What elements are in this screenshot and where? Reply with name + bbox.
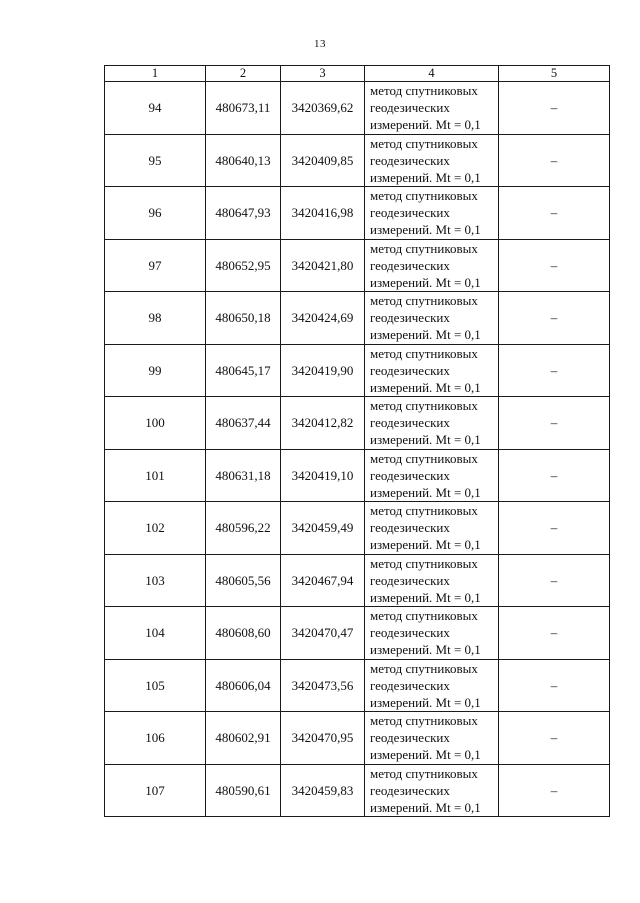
table-row: [105, 659, 610, 712]
point-number-cell: 103: [105, 554, 206, 607]
method-line: метод спутниковых: [370, 555, 478, 571]
point-number-cell: 96: [105, 187, 206, 240]
method-line: метод спутниковых: [370, 83, 478, 99]
method-line: геодезических: [370, 257, 450, 273]
column-5-cell: –: [499, 292, 610, 345]
y-coordinate-cell: 3420467,94: [281, 554, 365, 607]
method-line: геодезических: [370, 625, 450, 641]
point-number-cell: 104: [105, 607, 206, 660]
header-cell-4: 4: [365, 66, 499, 82]
table-row: [105, 187, 610, 240]
method-line: геодезических: [370, 415, 450, 431]
table-row: [105, 82, 610, 135]
method-line: измерений. Mt = 0,1: [370, 379, 481, 395]
column-5-cell: –: [499, 449, 610, 502]
method-line: измерений. Mt = 0,1: [370, 537, 481, 553]
method-line: измерений. Mt = 0,1: [370, 484, 481, 500]
header-cell-5: 5: [499, 66, 610, 82]
y-coordinate-cell: 3420473,56: [281, 659, 365, 712]
method-line: метод спутниковых: [370, 713, 478, 729]
method-cell: [365, 554, 499, 607]
x-coordinate-cell: 480645,17: [206, 344, 281, 397]
method-line: метод спутниковых: [370, 608, 478, 624]
method-line: измерений. Mt = 0,1: [370, 117, 481, 133]
method-line: измерений. Mt = 0,1: [370, 274, 481, 290]
table-body: [105, 66, 610, 817]
method-line: геодезических: [370, 572, 450, 588]
method-line: геодезических: [370, 782, 450, 798]
y-coordinate-cell: 3420470,47: [281, 607, 365, 660]
method-cell: [365, 607, 499, 660]
table-row: [105, 607, 610, 660]
method-cell: [365, 397, 499, 450]
method-line: геодезических: [370, 677, 450, 693]
table-row: [105, 502, 610, 555]
coordinates-table: [104, 65, 610, 817]
table-row: [105, 449, 610, 502]
y-coordinate-cell: 3420369,62: [281, 82, 365, 135]
method-line: метод спутниковых: [370, 660, 478, 676]
method-line: измерений. Mt = 0,1: [370, 327, 481, 343]
y-coordinate-cell: 3420459,49: [281, 502, 365, 555]
x-coordinate-cell: 480608,60: [206, 607, 281, 660]
table-row: [105, 134, 610, 187]
method-line: метод спутниковых: [370, 135, 478, 151]
column-5-cell: –: [499, 134, 610, 187]
point-number-cell: 95: [105, 134, 206, 187]
x-coordinate-cell: 480640,13: [206, 134, 281, 187]
column-5-cell: –: [499, 764, 610, 817]
y-coordinate-cell: 3420409,85: [281, 134, 365, 187]
method-line: метод спутниковых: [370, 398, 478, 414]
method-cell: [365, 502, 499, 555]
table-row: [105, 764, 610, 817]
column-5-cell: –: [499, 607, 610, 660]
page-number: 13: [314, 38, 326, 50]
method-cell: [365, 292, 499, 345]
method-line: измерений. Mt = 0,1: [370, 169, 481, 185]
point-number-cell: 106: [105, 712, 206, 765]
method-cell: [365, 239, 499, 292]
x-coordinate-cell: 480602,91: [206, 712, 281, 765]
column-5-cell: –: [499, 502, 610, 555]
x-coordinate-cell: 480606,04: [206, 659, 281, 712]
y-coordinate-cell: 3420421,80: [281, 239, 365, 292]
method-cell: [365, 134, 499, 187]
method-line: измерений. Mt = 0,1: [370, 694, 481, 710]
column-5-cell: –: [499, 82, 610, 135]
point-number-cell: 97: [105, 239, 206, 292]
y-coordinate-cell: 3420424,69: [281, 292, 365, 345]
method-cell: [365, 764, 499, 817]
y-coordinate-cell: 3420416,98: [281, 187, 365, 240]
x-coordinate-cell: 480652,95: [206, 239, 281, 292]
method-line: измерений. Mt = 0,1: [370, 222, 481, 238]
table-row: [105, 344, 610, 397]
y-coordinate-cell: 3420419,10: [281, 449, 365, 502]
column-5-cell: –: [499, 397, 610, 450]
table-row: [105, 712, 610, 765]
x-coordinate-cell: 480596,22: [206, 502, 281, 555]
point-number-cell: 94: [105, 82, 206, 135]
header-cell-1: 1: [105, 66, 206, 82]
column-5-cell: –: [499, 187, 610, 240]
method-line: геодезических: [370, 205, 450, 221]
method-line: метод спутниковых: [370, 450, 478, 466]
table-row: [105, 292, 610, 345]
method-line: метод спутниковых: [370, 240, 478, 256]
y-coordinate-cell: 3420419,90: [281, 344, 365, 397]
method-line: измерений. Mt = 0,1: [370, 589, 481, 605]
table-header-row: [105, 66, 610, 82]
method-line: метод спутниковых: [370, 503, 478, 519]
method-line: измерений. Mt = 0,1: [370, 432, 481, 448]
column-5-cell: –: [499, 554, 610, 607]
table-row: [105, 239, 610, 292]
method-line: геодезических: [370, 310, 450, 326]
column-5-cell: –: [499, 712, 610, 765]
method-line: метод спутниковых: [370, 345, 478, 361]
column-5-cell: –: [499, 239, 610, 292]
header-cell-2: 2: [206, 66, 281, 82]
method-cell: [365, 82, 499, 135]
method-line: геодезических: [370, 520, 450, 536]
method-line: измерений. Mt = 0,1: [370, 747, 481, 763]
header-cell-3: 3: [281, 66, 365, 82]
table-row: [105, 397, 610, 450]
y-coordinate-cell: 3420470,95: [281, 712, 365, 765]
method-line: измерений. Mt = 0,1: [370, 799, 481, 815]
point-number-cell: 98: [105, 292, 206, 345]
x-coordinate-cell: 480647,93: [206, 187, 281, 240]
method-line: геодезических: [370, 730, 450, 746]
column-5-cell: –: [499, 659, 610, 712]
method-line: геодезических: [370, 152, 450, 168]
x-coordinate-cell: 480673,11: [206, 82, 281, 135]
table-row: [105, 554, 610, 607]
x-coordinate-cell: 480637,44: [206, 397, 281, 450]
point-number-cell: 102: [105, 502, 206, 555]
x-coordinate-cell: 480650,18: [206, 292, 281, 345]
method-line: метод спутниковых: [370, 188, 478, 204]
method-cell: [365, 344, 499, 397]
x-coordinate-cell: 480590,61: [206, 764, 281, 817]
point-number-cell: 99: [105, 344, 206, 397]
method-cell: [365, 449, 499, 502]
method-line: измерений. Mt = 0,1: [370, 642, 481, 658]
x-coordinate-cell: 480631,18: [206, 449, 281, 502]
method-line: геодезических: [370, 467, 450, 483]
point-number-cell: 101: [105, 449, 206, 502]
method-line: геодезических: [370, 100, 450, 116]
method-cell: [365, 187, 499, 240]
method-cell: [365, 659, 499, 712]
y-coordinate-cell: 3420459,83: [281, 764, 365, 817]
method-line: геодезических: [370, 362, 450, 378]
method-line: метод спутниковых: [370, 765, 478, 781]
y-coordinate-cell: 3420412,82: [281, 397, 365, 450]
point-number-cell: 100: [105, 397, 206, 450]
point-number-cell: 107: [105, 764, 206, 817]
column-5-cell: –: [499, 344, 610, 397]
method-line: метод спутниковых: [370, 293, 478, 309]
x-coordinate-cell: 480605,56: [206, 554, 281, 607]
method-cell: [365, 712, 499, 765]
point-number-cell: 105: [105, 659, 206, 712]
